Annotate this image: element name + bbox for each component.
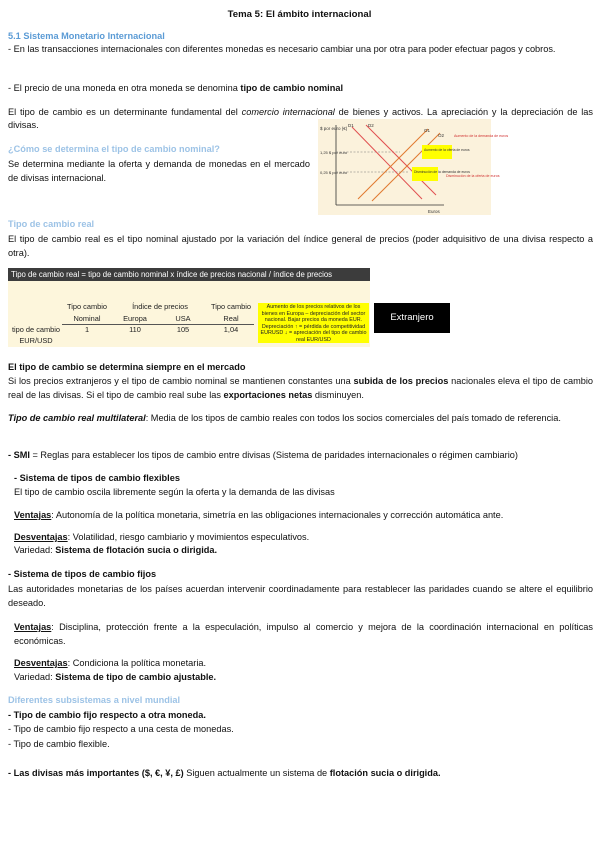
bold-text: Sistema de tipo de cambio ajustable. <box>55 672 217 682</box>
text: de bienes y activos. La apreciación y la depreciación de las divisas. <box>8 107 594 130</box>
table-header: Índice de precios <box>132 302 188 311</box>
table-header: Tipo cambio <box>211 302 251 311</box>
paragraph <box>8 449 593 462</box>
supply-curve-1 <box>358 129 428 199</box>
list-item: - Tipo de cambio fijo respecto a otra moneda. <box>8 710 206 720</box>
list-item: - Tipo de cambio fijo respecto a una cesta de monedas. <box>8 724 234 734</box>
text: nacionales eleva el tipo de cambio real de las divisas. Si el tipo de cambio real sube las <box>8 376 593 400</box>
bold-text: - Las divisas más importantes ($, €, ¥, £) <box>8 768 184 778</box>
bold-text: subida de los precios <box>353 376 449 386</box>
underline-label: Ventajas <box>14 510 52 520</box>
paragraph: El tipo de cambio oscila libremente según la oferta y la demanda de las divisas <box>14 487 335 497</box>
y-axis-label: $ por euro (€) <box>320 126 348 131</box>
italic-text: comercio internacional <box>241 107 335 117</box>
underline-label: Desventajas <box>14 658 68 668</box>
chart-svg <box>318 119 509 215</box>
label-d1: D1 <box>348 123 354 128</box>
text: : Disciplina, protección frente a la especulación, impulso al comercio y mejora de la coordinación internacional en políticas económicas. <box>14 622 593 646</box>
chart-note-4: Disminución de la oferta de euros <box>446 174 500 178</box>
text: Variedad: <box>14 545 56 555</box>
table-header: Nominal <box>73 314 101 323</box>
paragraph <box>14 671 216 684</box>
exchange-rate-chart <box>318 119 509 215</box>
section-heading: 5.1 Sistema Monetario Internacional <box>8 31 165 41</box>
chart-note-3: Aumento de la demanda de euros <box>454 134 509 138</box>
paragraph <box>8 82 593 95</box>
extranjero-box: Extranjero <box>374 303 450 333</box>
demand-curve-1 <box>352 127 422 199</box>
table-header: Real <box>223 314 239 323</box>
paragraph <box>8 411 593 425</box>
table-cell: 1 <box>84 325 90 334</box>
text: Siguen actualmente un sistema de <box>183 768 330 778</box>
table-cell: 1,04 <box>223 325 239 334</box>
paragraph: Se determina mediante la oferta y demanda de monedas en el mercado de divisas internacional. <box>8 159 310 183</box>
bold-text: Sistema de flotación sucia o dirigida. <box>55 545 218 555</box>
paragraph <box>8 106 593 132</box>
text: - El precio de una moneda en otra moneda se denomina <box>8 83 241 93</box>
list-item: - Tipo de cambio flexible. <box>8 739 110 749</box>
bold-text: tipo de cambio nominal <box>240 83 343 93</box>
bold-italic-text: Tipo de cambio real multilateral <box>8 413 146 423</box>
section-heading: Tipo de cambio real <box>8 219 95 229</box>
text: disminuyen. <box>312 390 364 400</box>
table-header: USA <box>175 314 191 323</box>
subsection-heading: - Sistema de tipos de cambio fijos <box>8 569 157 579</box>
table-cell: 105 <box>176 325 190 334</box>
bold-text: El tipo de cambio se determina siempre en el mercado <box>8 362 246 372</box>
underline-label: Desventajas <box>14 532 68 542</box>
label-o2: O2 <box>438 133 445 138</box>
price-label-2: 0,25 $ por euro <box>320 170 348 175</box>
text: El tipo de cambio es un determinante fundamental del <box>8 107 242 117</box>
bold-text: flotación sucia o dirigida. <box>329 768 441 778</box>
price-label-1: 1,25 $ por euro <box>320 150 348 155</box>
table-cell: 110 <box>129 325 141 334</box>
paragraph <box>14 531 309 544</box>
paragraph <box>14 509 503 522</box>
text: : Volatilidad, riesgo cambiario y movimientos especulativos. <box>67 532 310 542</box>
text: : Condiciona la política monetaria. <box>67 658 207 668</box>
paragraph: El tipo de cambio real es el tipo nominal ajustado por la variación del índice general de precios (poder adquisitivo de una divisa respecto a otra). <box>8 234 593 258</box>
label-o1: O1 <box>424 128 431 133</box>
chart-note-2: Disminución de la demanda de euros <box>414 170 470 174</box>
paragraph <box>14 657 206 670</box>
subsection-heading: - Sistema de tipos de cambio flexibles <box>14 473 180 483</box>
paragraph: - En las transacciones internacionales con diferentes monedas es necesario cambiar una por otra para poder efectuar pagos y cobros. <box>8 44 556 54</box>
formula-banner: Tipo de cambio real = tipo de cambio nominal x índice de precios nacional / índice de precios <box>8 268 370 281</box>
x-axis-label: Euros <box>428 209 440 214</box>
table-header: Tipo cambio <box>67 302 107 311</box>
paragraph <box>8 374 593 402</box>
bold-text: exportaciones netas <box>223 390 313 400</box>
text: Si los precios extranjeros y el tipo de cambio nominal se mantienen constantes una <box>8 376 354 386</box>
table-row-label: EUR/USD <box>19 336 53 345</box>
table-header: Europa <box>123 314 147 323</box>
document-title: Tema 5: El ámbito internacional <box>227 9 372 20</box>
paragraph <box>8 767 593 780</box>
text: : Autonomía de la política monetaria, simetría en las obligaciones internacionales y corrección automática ante. <box>51 510 504 520</box>
text: = Reglas para establecer los tipos de cambio entre divisas (Sistema de paridades internacionales o régimen cambiario) <box>29 450 518 460</box>
section-heading: Diferentes subsistemas a nivel mundial <box>8 695 181 705</box>
yellow-note: Aumento de los precios relativos de los bienes en Europa – depreciación del sector nacional. Bajar precios da moneda EUR. Depreciación ↑ = pérdida de competitividad EURUSD ↓ = apreciación del tipo de cambio real EUR/USD <box>258 303 369 343</box>
table-row-label: tipo de cambio <box>11 325 61 334</box>
text: : Media de los tipos de cambio reales con todos los socios comerciales del país tomado de referencia. <box>145 413 561 423</box>
text: Variedad: <box>14 672 56 682</box>
underline-label: Ventajas <box>14 622 52 632</box>
demand-curve-2 <box>366 125 436 195</box>
bold-text: - SMI <box>8 450 30 460</box>
question-heading: ¿Cómo se determina el tipo de cambio nominal? <box>8 144 220 154</box>
paragraph <box>14 544 217 557</box>
paragraph: Las autoridades monetarias de los países acuerdan intervenir coordinadamente para restablecer las paridades cuando se altere el equilibrio deseado. <box>8 584 593 608</box>
paragraph <box>8 361 593 374</box>
label-d2: D2 <box>368 123 374 128</box>
paragraph <box>14 620 593 648</box>
chart-note-1: Aumento de la oferta de euros <box>424 148 470 152</box>
